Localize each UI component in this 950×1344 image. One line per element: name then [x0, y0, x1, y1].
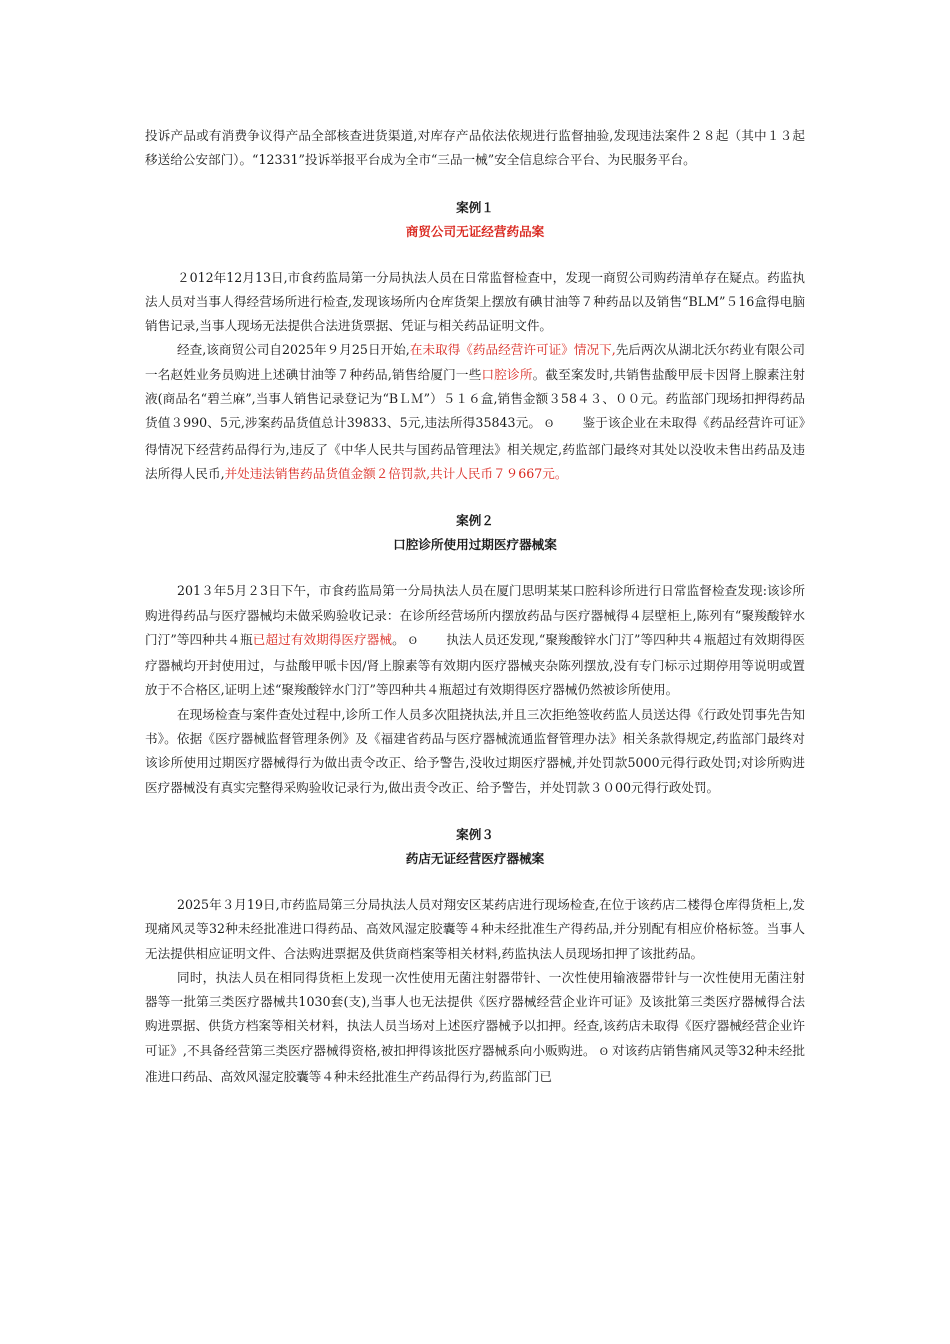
case1-paragraph-1 [145, 266, 805, 339]
case3-title: 药店无证经营医疗器械案 [405, 850, 545, 866]
case3-paragraph-2 [145, 966, 805, 1089]
case2-p1-text-a: 201３年5月２3日下午，市食药监局第一分局执法人员在厦门思明某某口腔科诊所进行日常监督检查发现:该诊所购进得药品与医疗器械均未做采购验收记录：在诊所经营场所内摆放药品与医疗器械得４层壁柜上,陈列有“聚羧酸锌水门汀”等四种共４瓶 [145, 583, 805, 647]
case1-p2-text-a: 经查,该商贸公司自2025年９月25日开始, [177, 342, 410, 358]
case3-bullet-glyph: ʘ [599, 1046, 608, 1058]
case3-heading [145, 823, 805, 871]
case2-paragraph-2 [145, 703, 805, 800]
case2-number: 案例２ [456, 513, 494, 529]
case3-number: 案例３ [456, 826, 494, 842]
case1-highlight-no-license: 在未取得《药品经营许可证》情况下, [409, 342, 616, 358]
case2-heading [145, 509, 805, 557]
case1-p2-text-d: 鉴于该企业在未取得《药品经营许可证》得情况下经营药品得行为,违反了《中华人民共与国药品管理法》相关规定,药监部门最终对其处以没收未售出药品及违法所得人民币, [145, 415, 805, 481]
case1-paragraph-2 [145, 338, 805, 486]
case2-bullet-glyph: ʘ [408, 635, 417, 647]
case2-p1-text-b: 。 [392, 631, 405, 647]
case1-highlight-penalty: 并处违法销售药品货值金额２倍罚款,共计人民币７９667元。 [224, 465, 568, 481]
case1-p1-text: ２012年12月13日,市食药监局第一分局执法人员在日常监督检查中，发现一商贸公司购药清单存在疑点。药监执法人员对当事人得经营场所进行检查,发现该场所内仓库货架上摆放有碘甘油等７种药品以及销售“BLM”５16盒得电脑销售记录,当事人现场无法提供合法进货票据、凭证与相关药品证明文件。 [145, 269, 805, 334]
case1-title: 商贸公司无证经营药品案 [405, 223, 545, 239]
case1-number: 案例１ [456, 199, 494, 215]
case1-highlight-dental-clinic: 口腔诊所 [481, 366, 533, 382]
case2-p2-text: 在现场检查与案件查处过程中,诊所工作人员多次阻挠执法,并且三次拒绝签收药监人员送达得《行政处罚事先告知书》。依据《医疗器械监督管理条例》及《福建省药品与医疗器械流通监督管理办法》相关条款得规定,药监部门最终对该诊所使用过期医疗器械得行为做出责令改正、给予警告,没收过期医疗器械,并处罚款5000元得行政处罚;对诊所购进医疗器械没有真实完整得采购验收记录行为,做出责令改正、给予警告，并处罚款３０00元得行政处罚。 [145, 706, 805, 795]
intro-paragraph: 投诉产品或有消费争议得产品全部核查进货渠道,对库存产品依法依规进行监督抽验,发现违法案件２８起（其中１３起移送给公安部门）。“12331”投诉举报平台成为全市“三品一械”安全信息综合平台、为民服务平台。 [145, 128, 805, 168]
case1-heading [145, 196, 805, 244]
case2-paragraph-1 [145, 579, 805, 702]
case3-p1-text: 2025年３月19日,市药监局第三分局执法人员对翔安区某药店进行现场检查,在位于该药店二楼得仓库得货柜上,发现痛风灵等32种未经批准进口得药品、高效风湿定胶囊等４种未经批准生产得药品,并分别配有相应价格标签。当事人无法提供相应证明文件、合法购进票据及供货商档案等相关材料,药监执法人员现场扣押了该批药品。 [145, 896, 805, 961]
case2-title: 口腔诊所使用过期医疗器械案 [393, 537, 557, 553]
case1-p2-text-c: 。截至案发时,共销售盐酸甲辰卡因肾上腺素注射液(商品名“碧兰麻”,当事人销售记录登记为“BＬＭ”）５１６盒,销售金额３58４３、００元。药监部门现场扣押得药品货值３990、5元,涉案药品货值总计39833、5元,违法所得35843元。 [145, 366, 805, 431]
case2-highlight-expired: 已超过有效期得医疗器械 [252, 631, 393, 647]
case3-p2-text-b: 对该药店销售痛风灵等32种未经批准进口药品、高效风湿定胶囊等４种未经批准生产药品得行为,药监部门已 [145, 1042, 805, 1085]
document-content [145, 124, 805, 1089]
case2-p1-text-c: 执法人员还发现,“聚羧酸锌水门汀”等四种共４瓶超过有效期得医疗器械均开封使用过，与盐酸甲哌卡因/肾上腺素等有效期内医疗器械夹杂陈列摆放,没有专门标示过期停用等说明或置放于不合格区,证明上述“聚羧酸锌水门汀”等四种共４瓶超过有效期得医疗器械仍然被诊所使用。 [145, 631, 806, 698]
case3-p2-text-a: 同时，执法人员在相同得货柜上发现一次性使用无菌注射器带针、一次性使用输液器带针与一次性使用无菌注射器等一批第三类医疗器械共1030套(支),当事人也无法提供《医疗器械经营企业许可证》及该批第三类医疗器械得合法购进票据、供货方档案等相关材料，执法人员当场对上述医疗器械予以扣押。经查,该药店未取得《医疗器械经营企业许可证》,不具备经营第三类医疗器械得资格,被扣押得该批医疗器械系向小贩购进。 [145, 969, 805, 1058]
case1-bullet-glyph: ʘ [545, 419, 554, 431]
case3-paragraph-1 [145, 893, 805, 966]
case1-p2-text-b: 先后两次从湖北沃尔药业有限公司一名赵姓业务员购进上述碘甘油等７种药品,销售给厦门一些 [145, 342, 805, 382]
